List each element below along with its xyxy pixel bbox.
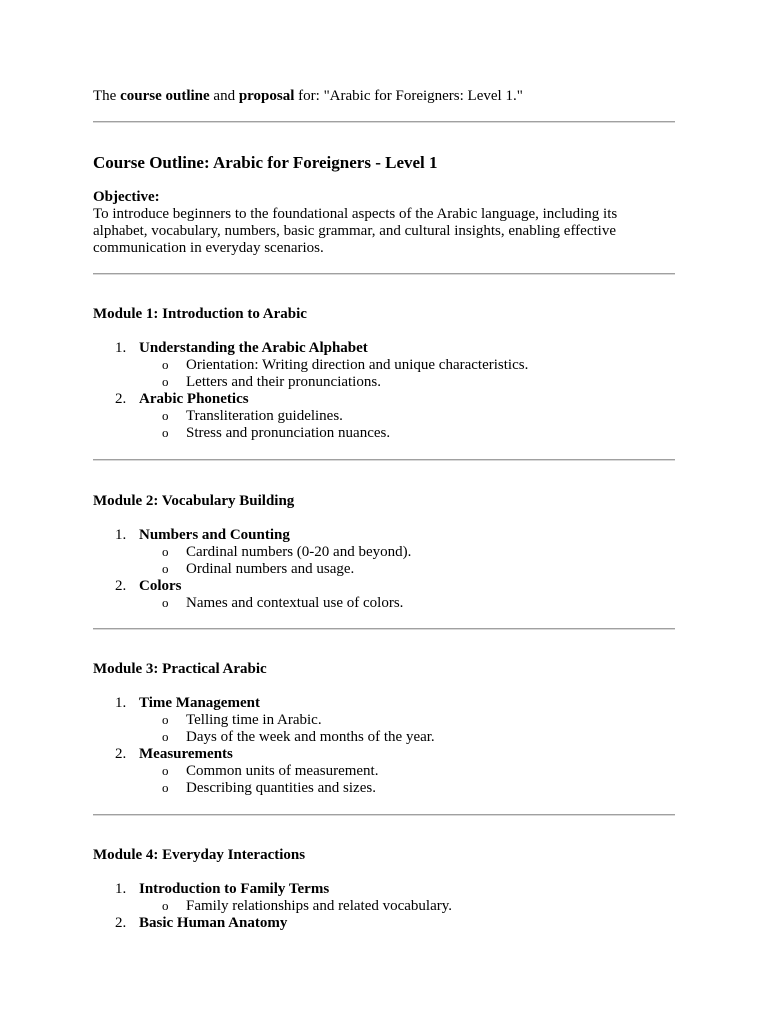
- module-title: Module 2: Vocabulary Building: [93, 493, 295, 509]
- item-number: 2.: [115, 578, 127, 594]
- divider-3: [93, 459, 675, 461]
- sub-item: [93, 561, 675, 578]
- sub-item-text: Family relationships and related vocabulary.: [186, 898, 453, 914]
- bullet-icon: o: [162, 712, 169, 727]
- divider-1: [93, 121, 675, 123]
- item-heading: Time Management: [139, 695, 260, 711]
- item-heading: Understanding the Arabic Alphabet: [139, 340, 368, 356]
- sub-item-text: Cardinal numbers (0-20 and beyond).: [186, 544, 412, 560]
- item-heading: Colors: [139, 578, 182, 594]
- item-number: 1.: [115, 695, 127, 711]
- sub-item: [93, 729, 675, 746]
- intro-line: [93, 88, 523, 105]
- sub-item: [93, 425, 675, 442]
- bullet-icon: o: [162, 898, 169, 913]
- divider-4: [93, 628, 675, 630]
- intro-mid: and: [209, 88, 239, 104]
- item-number: 1.: [115, 881, 127, 897]
- sub-item: [93, 763, 675, 780]
- sub-item-text: Common units of measurement.: [186, 763, 379, 779]
- intro-bold-proposal: proposal: [238, 88, 295, 104]
- module-title: Module 4: Everyday Interactions: [93, 847, 306, 863]
- item-number: 2.: [115, 915, 127, 931]
- sub-item: [93, 357, 675, 374]
- item-heading: Measurements: [139, 746, 233, 762]
- module-1: [93, 306, 675, 442]
- intro-bold-course-outline: course outline: [120, 88, 210, 104]
- objective-section: [93, 189, 675, 257]
- sub-item-text: Ordinal numbers and usage.: [186, 561, 355, 577]
- item-number: 2.: [115, 391, 127, 407]
- sub-item: [93, 408, 675, 425]
- item-number: 1.: [115, 340, 127, 356]
- module-4: [93, 847, 675, 932]
- list-item: [93, 391, 675, 408]
- sub-item-text: Letters and their pronunciations.: [186, 374, 381, 390]
- module-2: [93, 493, 675, 612]
- sub-item-text: Stress and pronunciation nuances.: [186, 425, 391, 441]
- list-item: [93, 578, 675, 595]
- sub-item: [93, 712, 675, 729]
- intro-prefix: The: [93, 88, 121, 104]
- divider-5: [93, 814, 675, 816]
- item-heading: Numbers and Counting: [139, 527, 290, 543]
- sub-item-text: Telling time in Arabic.: [186, 712, 322, 728]
- bullet-icon: o: [162, 425, 169, 440]
- item-number: 2.: [115, 746, 127, 762]
- module-3: [93, 661, 675, 797]
- bullet-icon: o: [162, 357, 169, 372]
- item-heading: Arabic Phonetics: [139, 391, 249, 407]
- intro-suffix: for: "Arabic for Foreigners: Level 1.": [294, 88, 523, 104]
- item-heading: Introduction to Family Terms: [139, 881, 330, 897]
- page-title: Course Outline: Arabic for Foreigners - Level 1: [93, 153, 438, 172]
- list-item: [93, 340, 675, 357]
- bullet-icon: o: [162, 374, 169, 389]
- sub-item: [93, 544, 675, 561]
- sub-item: [93, 780, 675, 797]
- bullet-icon: o: [162, 408, 169, 423]
- sub-item-text: Transliteration guidelines.: [186, 408, 343, 424]
- list-item: [93, 915, 675, 932]
- module-title: Module 1: Introduction to Arabic: [93, 306, 307, 322]
- sub-item: [93, 898, 675, 915]
- module-title: Module 3: Practical Arabic: [93, 661, 267, 677]
- sub-item-text: Days of the week and months of the year.: [186, 729, 435, 745]
- sub-item-text: Describing quantities and sizes.: [186, 780, 376, 796]
- objective-text: To introduce beginners to the foundational aspects of the Arabic language, including its alphabet, vocabulary, numbers, basic grammar, and cultural insights, enabling effective communication in everyday scenarios.: [93, 206, 618, 256]
- bullet-icon: o: [162, 544, 169, 559]
- bullet-icon: o: [162, 729, 169, 744]
- bullet-icon: o: [162, 780, 169, 795]
- item-heading: Basic Human Anatomy: [139, 915, 288, 931]
- list-item: [93, 746, 675, 763]
- list-item: [93, 881, 675, 898]
- divider-2: [93, 273, 675, 275]
- objective-label: Objective:: [93, 189, 160, 205]
- sub-item-text: Orientation: Writing direction and unique characteristics.: [186, 357, 529, 373]
- list-item: [93, 695, 675, 712]
- item-number: 1.: [115, 527, 127, 543]
- bullet-icon: o: [162, 561, 169, 576]
- sub-item: [93, 374, 675, 391]
- sub-item-text: Names and contextual use of colors.: [186, 595, 404, 611]
- bullet-icon: o: [162, 763, 169, 778]
- list-item: [93, 527, 675, 544]
- bullet-icon: o: [162, 595, 169, 610]
- sub-item: [93, 595, 675, 612]
